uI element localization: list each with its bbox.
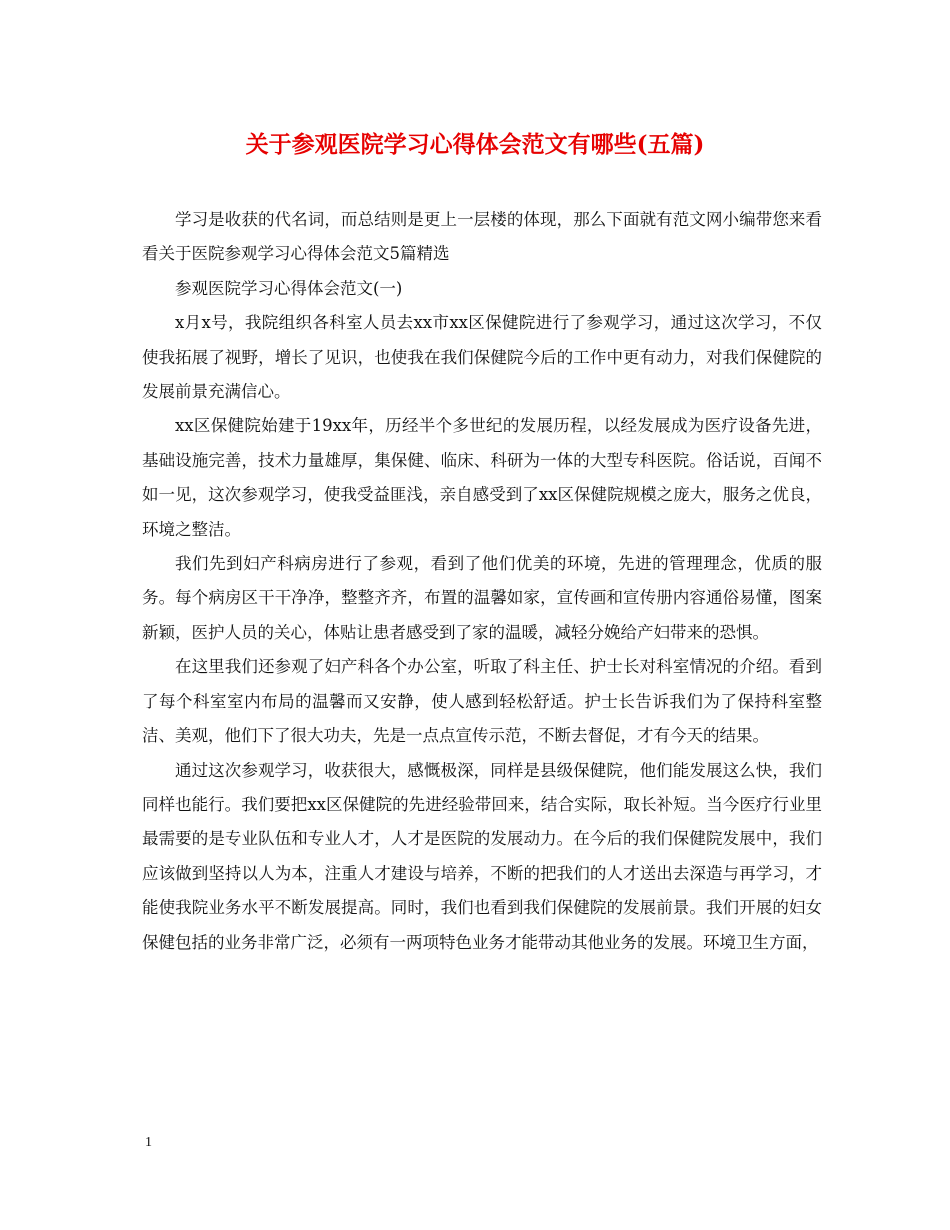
- paragraph-intro: 学习是收获的代名词，而总结则是更上一层楼的体现，那么下面就有范文网小编带您来看看关于医院参观学习心得体会范文5篇精选: [142, 210, 822, 264]
- paragraph: 在这里我们还参观了妇产科各个办公室，听取了科主任、护士长对科室情况的介绍。看到了每个科室室内布局的温馨而又安静，使人感到轻松舒适。护士长告诉我们为了保持科室整洁、美观，他们下了很大功夫，先是一点点宣传示范，不断去督促，才有今天的结果。: [142, 657, 822, 746]
- document-title: 关于参观医院学习心得体会范文有哪些(五篇): [245, 131, 705, 158]
- paragraph-section-heading: 参观医院学习心得体会范文(一): [175, 278, 403, 298]
- paragraph: x月x号，我院组织各科室人员去xx市xx区保健院进行了参观学习，通过这次学习，不仅使我拓展了视野，增长了见识，也使我在我们保健院今后的工作中更有动力，对我们保健院的发展前景充满信心。: [142, 313, 822, 402]
- page-number: 1: [145, 1135, 152, 1150]
- paragraph: 我们先到妇产科病房进行了参观，看到了他们优美的环境，先进的管理理念，优质的服务。每个病房区干干净净，整整齐齐，布置的温馨如家，宣传画和宣传册内容通俗易懂，图案新颖，医护人员的关心，体贴让患者感受到了家的温暖，减轻分娩给产妇带来的恐惧。: [142, 554, 822, 642]
- paragraph: 通过这次参观学习，收获很大，感慨极深，同样是县级保健院，他们能发展这么快，我们同样也能行。我们要把xx区保健院的先进经验带回来，结合实际，取长补短。当今医疗行业里最需要的是专业队伍和专业人才，人才是医院的发展动力。在今后的我们保健院发展中，我们应该做到坚持以人为本，注重人才建设与培养，不断的把我们的人才送出去深造与再学习，才能使我院业务水平不断发展提高。同时，我们也看到我们保健院的发展前景。我们开展的妇女保健包括的业务非常广泛，必须有一两项特色业务才能带动其他业务的发展。环境卫生方面，: [142, 760, 822, 952]
- document-body: [142, 203, 822, 960]
- paragraph: xx区保健院始建于19xx年，历经半个多世纪的发展历程，以经发展成为医疗设备先进，基础设施完善，技术力量雄厚，集保健、临床、科研为一体的大型专科医院。俗话说，百闻不如一见，这次参观学习，使我受益匪浅，亲自感受到了xx区保健院规模之庞大，服务之优良，环境之整洁。: [142, 416, 822, 539]
